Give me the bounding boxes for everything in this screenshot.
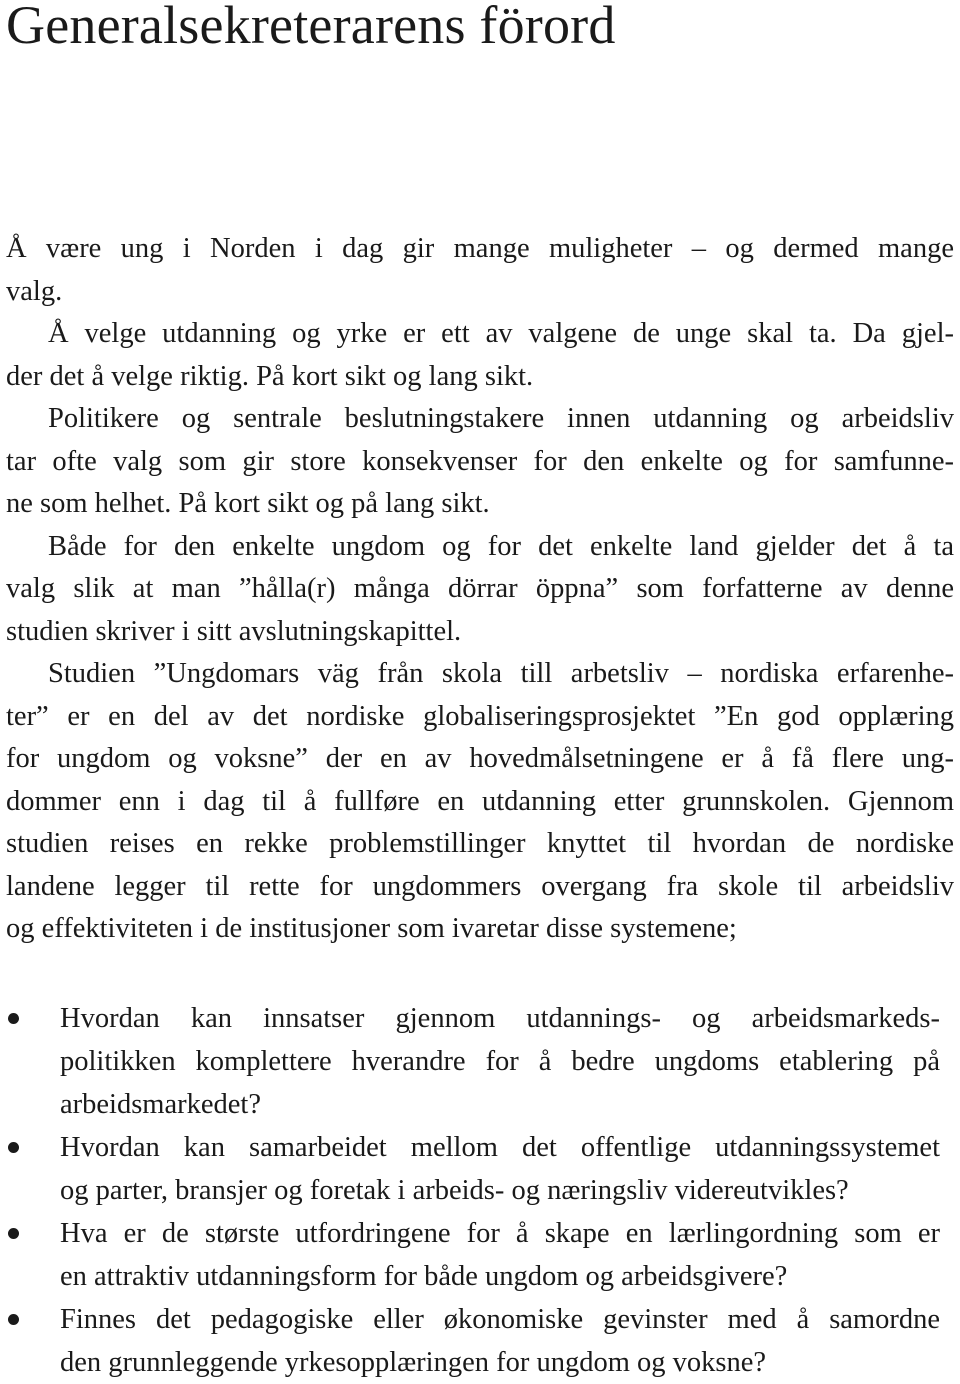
paragraph-line: ter” er en del av det nordiske globaliseringsprosjektet ”En god opplæring [6, 700, 954, 732]
paragraph-line: for ungdom og voksne” der en av hovedmålsetningene er å få flere ung- [6, 743, 954, 774]
paragraph-line: Politikere og sentrale beslutningstakere innen utdanning og arbeidsliv [48, 403, 954, 434]
bullet-icon [8, 1013, 19, 1024]
question-list [0, 997, 960, 1384]
body-text [6, 228, 954, 951]
paragraph-line: Å velge utdanning og yrke er ett av valgene de unge skal ta. Da gjel- [48, 318, 954, 349]
list-item-line: Hvordan kan innsatser gjennom utdannings- og arbeidsmarkeds- [60, 1003, 940, 1034]
list-item-line: en attraktiv utdanningsform for både ungdom og arbeidsgivere? [60, 1261, 788, 1292]
bullet-icon [8, 1142, 19, 1153]
paragraph-line: ne som helhet. På kort sikt og på lang sikt. [6, 488, 490, 519]
list-item [0, 997, 960, 1126]
paragraph-line: valg slik at man ”hålla(r) många dörrar öppna” som forfatterne av denne [6, 573, 954, 604]
list-item-line: den grunnleggende yrkesopplæringen for ungdom og voksne? [60, 1347, 767, 1378]
paragraph-line: Å være ung i Norden i dag gir mange muligheter – og dermed mange [6, 233, 954, 264]
list-item [0, 1126, 960, 1212]
list-item-line: Hva er de største utfordringene for å skape en lærlingordning som er [60, 1218, 940, 1249]
bullet-icon [8, 1228, 19, 1239]
paragraph-line: studien reises en rekke problemstillinger knyttet til hvordan de nordiske [6, 828, 954, 859]
list-item-line: arbeidsmarkedet? [60, 1089, 261, 1120]
bullet-icon [8, 1314, 19, 1325]
list-item-line: politikken komplettere hverandre for å bedre ungdoms etablering på [60, 1046, 940, 1077]
list-item [0, 1212, 960, 1298]
paragraph-line: studien skriver i sitt avslutningskapittel. [6, 615, 462, 647]
list-item-line: Finnes det pedagogiske eller økonomiske gevinster med å samordne [60, 1304, 940, 1335]
paragraph-line: Studien ”Ungdomars väg från skola till arbetsliv – nordiska erfarenhe- [48, 658, 954, 689]
paragraph-line: Både for den enkelte ungdom og for det enkelte land gjelder det å ta [48, 530, 954, 562]
page-title: Generalsekreterarens förord [6, 0, 616, 55]
paragraph-line: og effektiviteten i de institusjoner som ivaretar disse systemene; [6, 913, 737, 944]
list-item [0, 1298, 960, 1384]
list-item-line: Hvordan kan samarbeidet mellom det offentlige utdanningssystemet [60, 1132, 940, 1163]
list-item-line: og parter, bransjer og foretak i arbeids- og næringsliv videreutvikles? [60, 1175, 849, 1206]
paragraph-line: dommer enn i dag til å fullføre en utdanning etter grunnskolen. Gjennom [6, 785, 954, 817]
paragraph-line: valg. [6, 275, 63, 307]
paragraph-line: tar ofte valg som gir store konsekvenser for den enkelte og for samfunne- [6, 445, 954, 477]
paragraph-line: der det å velge riktig. På kort sikt og lang sikt. [6, 360, 534, 392]
paragraph-line: landene legger til rette for ungdommers overgang fra skole til arbeidsliv [6, 870, 954, 902]
